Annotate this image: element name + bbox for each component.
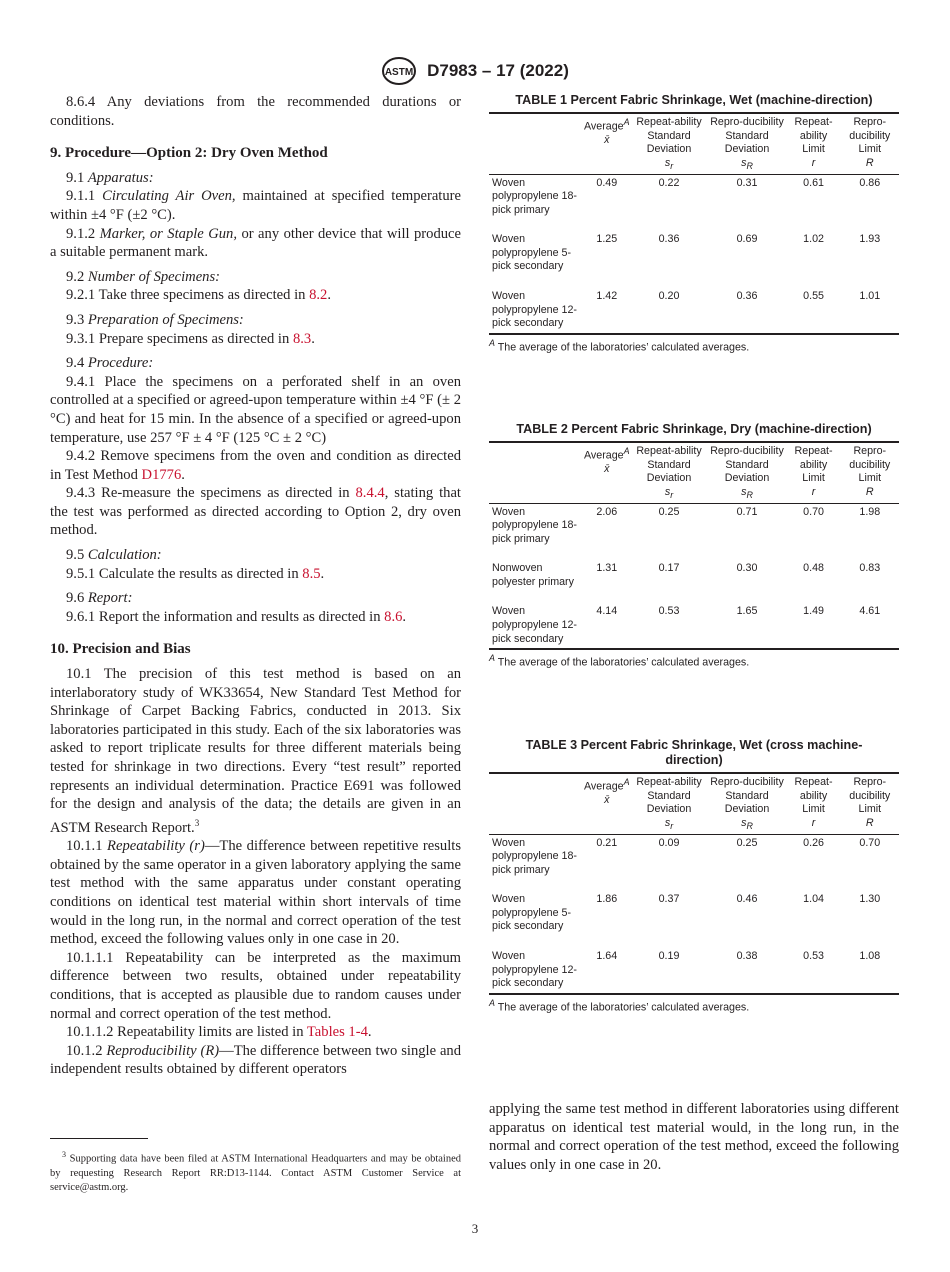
paragraph-9-3: 9.3 Preparation of Specimens: <box>66 311 244 328</box>
table-row <box>489 503 899 560</box>
table-row <box>489 288 899 334</box>
paragraph-9-1-2: 9.1.2 Marker, or Staple Gun, or any other device that will produce a suitable permanent mark. <box>50 225 462 261</box>
cell-repeatability-limit: 0.53 <box>803 950 824 963</box>
header-repeatability-limit: Repeat-ability Limit r <box>794 116 833 169</box>
table-1-grid <box>489 112 899 335</box>
cell-repeatability-sd: 0.25 <box>658 505 680 518</box>
left-column <box>50 93 461 1079</box>
section-9-heading: 9. Procedure—Option 2: Dry Oven Method <box>50 145 328 162</box>
cell-reproducibility-limit: 0.70 <box>859 836 881 849</box>
header-reproducibility-sd: Repro-ducibility Standard Deviation $s_R$ <box>710 776 784 831</box>
footnote-divider <box>50 1138 148 1139</box>
cell-average: 4.14 <box>596 605 618 618</box>
table-row <box>489 560 899 603</box>
cell-reproducibility-limit: 1.08 <box>859 950 881 963</box>
table-3-title: TABLE 3 Percent Fabric Shrinkage, Wet (cross machine-direction) <box>525 738 863 767</box>
svg-text:ASTM: ASTM <box>384 67 414 78</box>
cell-reproducibility-limit: 1.01 <box>859 290 881 303</box>
cell-material: Woven polypropylene 18-pick primary <box>492 505 577 545</box>
table-row <box>489 834 899 891</box>
header-repeatability-limit: Repeat-ability Limit r <box>794 776 833 829</box>
footnote-3: $^3$ Supporting data have been filed at ASTM International Headquarters and may be obtained by requesting Research Report RR:D13-1144. Contact ASTM Customer Service at service@astm.org. <box>50 1150 461 1194</box>
table-1-note: $^A$ The average of the laboratories’ calculated averages. <box>489 337 750 354</box>
cell-material: Woven polypropylene 5-pick secondary <box>492 893 572 933</box>
cell-material: Woven polypropylene 18-pick primary <box>492 836 577 876</box>
table-row <box>489 603 899 649</box>
header-repeatability-sd: Repeat-ability Standard Deviation $s_r$ <box>636 776 702 831</box>
table-header-row <box>489 442 899 503</box>
paragraph-10-1: 10.1 The precision of this test method is based on an interlaboratory study of WK33654, New Standard Test Method for Shrinkage of Carpet Backing Fabrics, conducted in 2013. Six laboratories participated in this study. Each of the six laboratories was asked to report triplicate results for three different materials being tested for shrinkage in two directions. Every “test result” reported represents an individual determination. Practice E691 was followed for the design and analysis of the data; the details are given in an ASTM Research Report.$^3$ <box>50 666 461 836</box>
cell-material: Woven polypropylene 12-pick secondary <box>492 290 577 330</box>
cell-repeatability-sd: 0.09 <box>658 836 680 849</box>
page-header <box>0 56 950 86</box>
link-8-2[interactable]: 8.2 <box>309 287 328 304</box>
table-row <box>489 231 899 288</box>
header-reproducibility-sd: Repro-ducibility Standard Deviation $s_R$ <box>710 445 784 500</box>
cell-repeatability-limit: 1.04 <box>803 893 824 906</box>
cell-reproducibility-limit: 1.98 <box>859 505 881 518</box>
header-material <box>489 442 583 503</box>
cell-material: Woven polypropylene 12-pick secondary <box>492 605 577 645</box>
header-reproducibility-sd: Repro-ducibility Standard Deviation $s_R$ <box>710 116 784 171</box>
paragraph-10-1-2: 10.1.2 Reproducibility (R)—The difference between two single and independent results obtained by different operators <box>50 1042 462 1078</box>
header-repeatability-sd: Repeat-ability Standard Deviation $s_r$ <box>636 445 702 500</box>
cell-repeatability-limit: 0.26 <box>803 836 824 849</box>
table-2-note: $^A$ The average of the laboratories’ calculated averages. <box>489 653 750 669</box>
cell-reproducibility-sd: 0.46 <box>736 893 758 906</box>
cell-reproducibility-sd: 1.65 <box>736 605 758 618</box>
table-row <box>489 174 899 231</box>
cell-repeatability-limit: 0.48 <box>803 562 824 575</box>
cell-reproducibility-sd: 0.71 <box>736 505 758 518</box>
cell-repeatability-limit: 0.70 <box>803 505 824 518</box>
paragraph-9-5-1: 9.5.1 Calculate the results as directed in 8.5. <box>66 565 325 582</box>
cell-material: Nonwoven polyester primary <box>492 562 574 588</box>
header-reproducibility-limit: Repro-ducibility Limit R <box>849 445 891 498</box>
paragraph-9-4-2: 9.4.2 Remove specimens from the oven and condition as directed in Test Method D1776. <box>50 448 461 483</box>
table-3 <box>489 738 899 1013</box>
footnote-ref-3[interactable]: 3 <box>194 817 200 828</box>
cell-reproducibility-sd: 0.30 <box>736 562 758 575</box>
link-8-3[interactable]: 8.3 <box>292 330 312 347</box>
header-repeatability-sd: Repeat-ability Standard Deviation $s_r$ <box>636 116 702 171</box>
table-2 <box>489 422 899 669</box>
paragraph-10-1-1-2: 10.1.1.2 Repeatability limits are listed in Tables 1-4. <box>66 1024 372 1041</box>
cell-reproducibility-limit: 0.86 <box>859 176 881 189</box>
paragraph-9-4-1: 9.4.1 Place the specimens on a perforated shelf in an oven controlled at a specified or agreed-upon temperature within ±4 °F (± 2 °C) and heat for 15 min. In the absence of a specified or agreed-upon temperature, use 257 °F ± 4 °F (125 °C ± 2 °C) <box>50 373 461 446</box>
header-reproducibility-limit: Repro-ducibility Limit R <box>849 776 891 829</box>
header-average: Average$^A$ x̄ <box>584 446 630 476</box>
header-average: Average$^A$ x̄ <box>584 777 630 807</box>
table-1 <box>489 93 899 353</box>
table-row <box>489 891 899 948</box>
cell-repeatability-sd: 0.20 <box>658 290 680 303</box>
table-3-grid <box>489 772 899 995</box>
table-row <box>489 948 899 994</box>
cell-average: 0.49 <box>596 176 618 189</box>
paragraph-9-5: 9.5 Calculation: <box>66 547 162 564</box>
cell-repeatability-limit: 1.02 <box>803 233 824 246</box>
paragraph-9-3-1: 9.3.1 Prepare specimens as directed in 8.3. <box>66 330 315 347</box>
page-number: 3 <box>471 1221 479 1236</box>
cell-reproducibility-sd: 0.69 <box>736 233 758 246</box>
link-tables-1-4[interactable]: Tables 1-4 <box>306 1024 368 1041</box>
cell-reproducibility-sd: 0.25 <box>736 836 758 849</box>
cell-average: 1.42 <box>596 290 618 303</box>
header-average: Average$^A$ x̄ <box>584 117 630 147</box>
section-10-heading: 10. Precision and Bias <box>50 641 191 658</box>
cell-reproducibility-sd: 0.36 <box>736 290 758 303</box>
cell-reproducibility-limit: 4.61 <box>859 605 881 618</box>
cell-average: 0.21 <box>596 836 618 849</box>
cell-repeatability-limit: 0.61 <box>803 176 824 189</box>
cell-average: 1.64 <box>596 950 618 963</box>
link-d1776[interactable]: D1776 <box>141 466 182 483</box>
cell-reproducibility-limit: 0.83 <box>859 562 881 575</box>
header-reproducibility-limit: Repro-ducibility Limit R <box>849 116 891 169</box>
cell-repeatability-sd: 0.17 <box>658 562 680 575</box>
paragraph-9-4: 9.4 Procedure: <box>66 355 154 372</box>
header-material <box>489 773 583 834</box>
paragraph-10-1-2-continued: applying the same test method in different laboratories using different apparatus on identical test material would, in the long run, in the normal and correct operation of the test method, exceed the following values only in one case in 20. <box>489 1101 899 1173</box>
paragraph-9-1-1: 9.1.1 Circulating Air Oven, maintained at specified temperature within ±4 °F (±2 °C). <box>50 188 461 223</box>
header-repeatability-limit: Repeat-ability Limit r <box>794 445 833 498</box>
cell-material: Woven polypropylene 12-pick secondary <box>492 950 577 990</box>
paragraph-9-1: 9.1 Apparatus: <box>66 169 154 186</box>
cell-reproducibility-limit: 1.30 <box>859 893 881 906</box>
paragraph-10-1-1: 10.1.1 Repeatability (r)—The difference between repetitive results obtained by the same operator in a given laboratory applying the same test method with the same apparatus under constant operating conditions on identical test material within short intervals of time would in the long run, in the normal and correct operation of the test method, exceed the following values only in one case in 20. <box>50 838 462 948</box>
cell-repeatability-sd: 0.53 <box>658 605 680 618</box>
table-1-title: TABLE 1 Percent Fabric Shrinkage, Wet (machine-direction) <box>515 93 873 107</box>
cell-reproducibility-sd: 0.38 <box>736 950 758 963</box>
cell-material: Woven polypropylene 18-pick primary <box>492 176 577 216</box>
document-id: D7983 – 17 (2022) <box>427 61 569 80</box>
table-header-row <box>489 773 899 834</box>
paragraph-10-1-1-1: 10.1.1.1 Repeatability can be interpreted as the maximum difference between two results, obtained under repeatability conditions, that is accepted as plausible due to random causes under normal and correct operation of the test method. <box>50 949 461 1022</box>
cell-material: Woven polypropylene 5-pick secondary <box>492 233 572 273</box>
cell-reproducibility-limit: 1.93 <box>859 233 881 246</box>
table-header-row <box>489 113 899 174</box>
cell-average: 1.25 <box>596 233 618 246</box>
paragraph-9-6: 9.6 Report: <box>66 590 133 607</box>
cell-average: 1.86 <box>596 893 618 906</box>
header-material <box>489 113 583 174</box>
astm-logo-icon <box>381 56 417 86</box>
cell-repeatability-limit: 0.55 <box>803 290 824 303</box>
paragraph-9-2-1: 9.2.1 Take three specimens as directed in 8.2. <box>66 287 331 304</box>
paragraph-9-2: 9.2 Number of Specimens: <box>66 268 221 285</box>
cell-repeatability-sd: 0.37 <box>658 893 680 906</box>
cell-average: 1.31 <box>596 562 618 575</box>
paragraph-9-4-3: 9.4.3 Re-measure the specimens as directed in 8.4.4, stating that the test was performed as directed according to Option 2, dry oven method. <box>50 485 461 539</box>
table-3-note: $^A$ The average of the laboratories’ calculated averages. <box>489 997 750 1014</box>
cell-repeatability-sd: 0.19 <box>658 950 680 963</box>
link-8-5[interactable]: 8.5 <box>302 565 321 582</box>
table-2-grid <box>489 441 899 650</box>
paragraph-9-6-1: 9.6.1 Report the information and results as directed in 8.6. <box>66 608 407 625</box>
link-8-6[interactable]: 8.6 <box>384 608 403 625</box>
cell-repeatability-sd: 0.36 <box>658 233 680 246</box>
paragraph-8-6-4: 8.6.4 Any deviations from the recommended durations or conditions. <box>50 94 461 129</box>
cell-reproducibility-sd: 0.31 <box>736 176 758 189</box>
link-8-4-4[interactable]: 8.4.4 <box>355 485 385 502</box>
table-2-title: TABLE 2 Percent Fabric Shrinkage, Dry (machine-direction) <box>516 422 872 436</box>
cell-repeatability-sd: 0.22 <box>658 176 680 189</box>
cell-average: 2.06 <box>596 505 618 518</box>
cell-repeatability-limit: 1.49 <box>803 605 824 618</box>
